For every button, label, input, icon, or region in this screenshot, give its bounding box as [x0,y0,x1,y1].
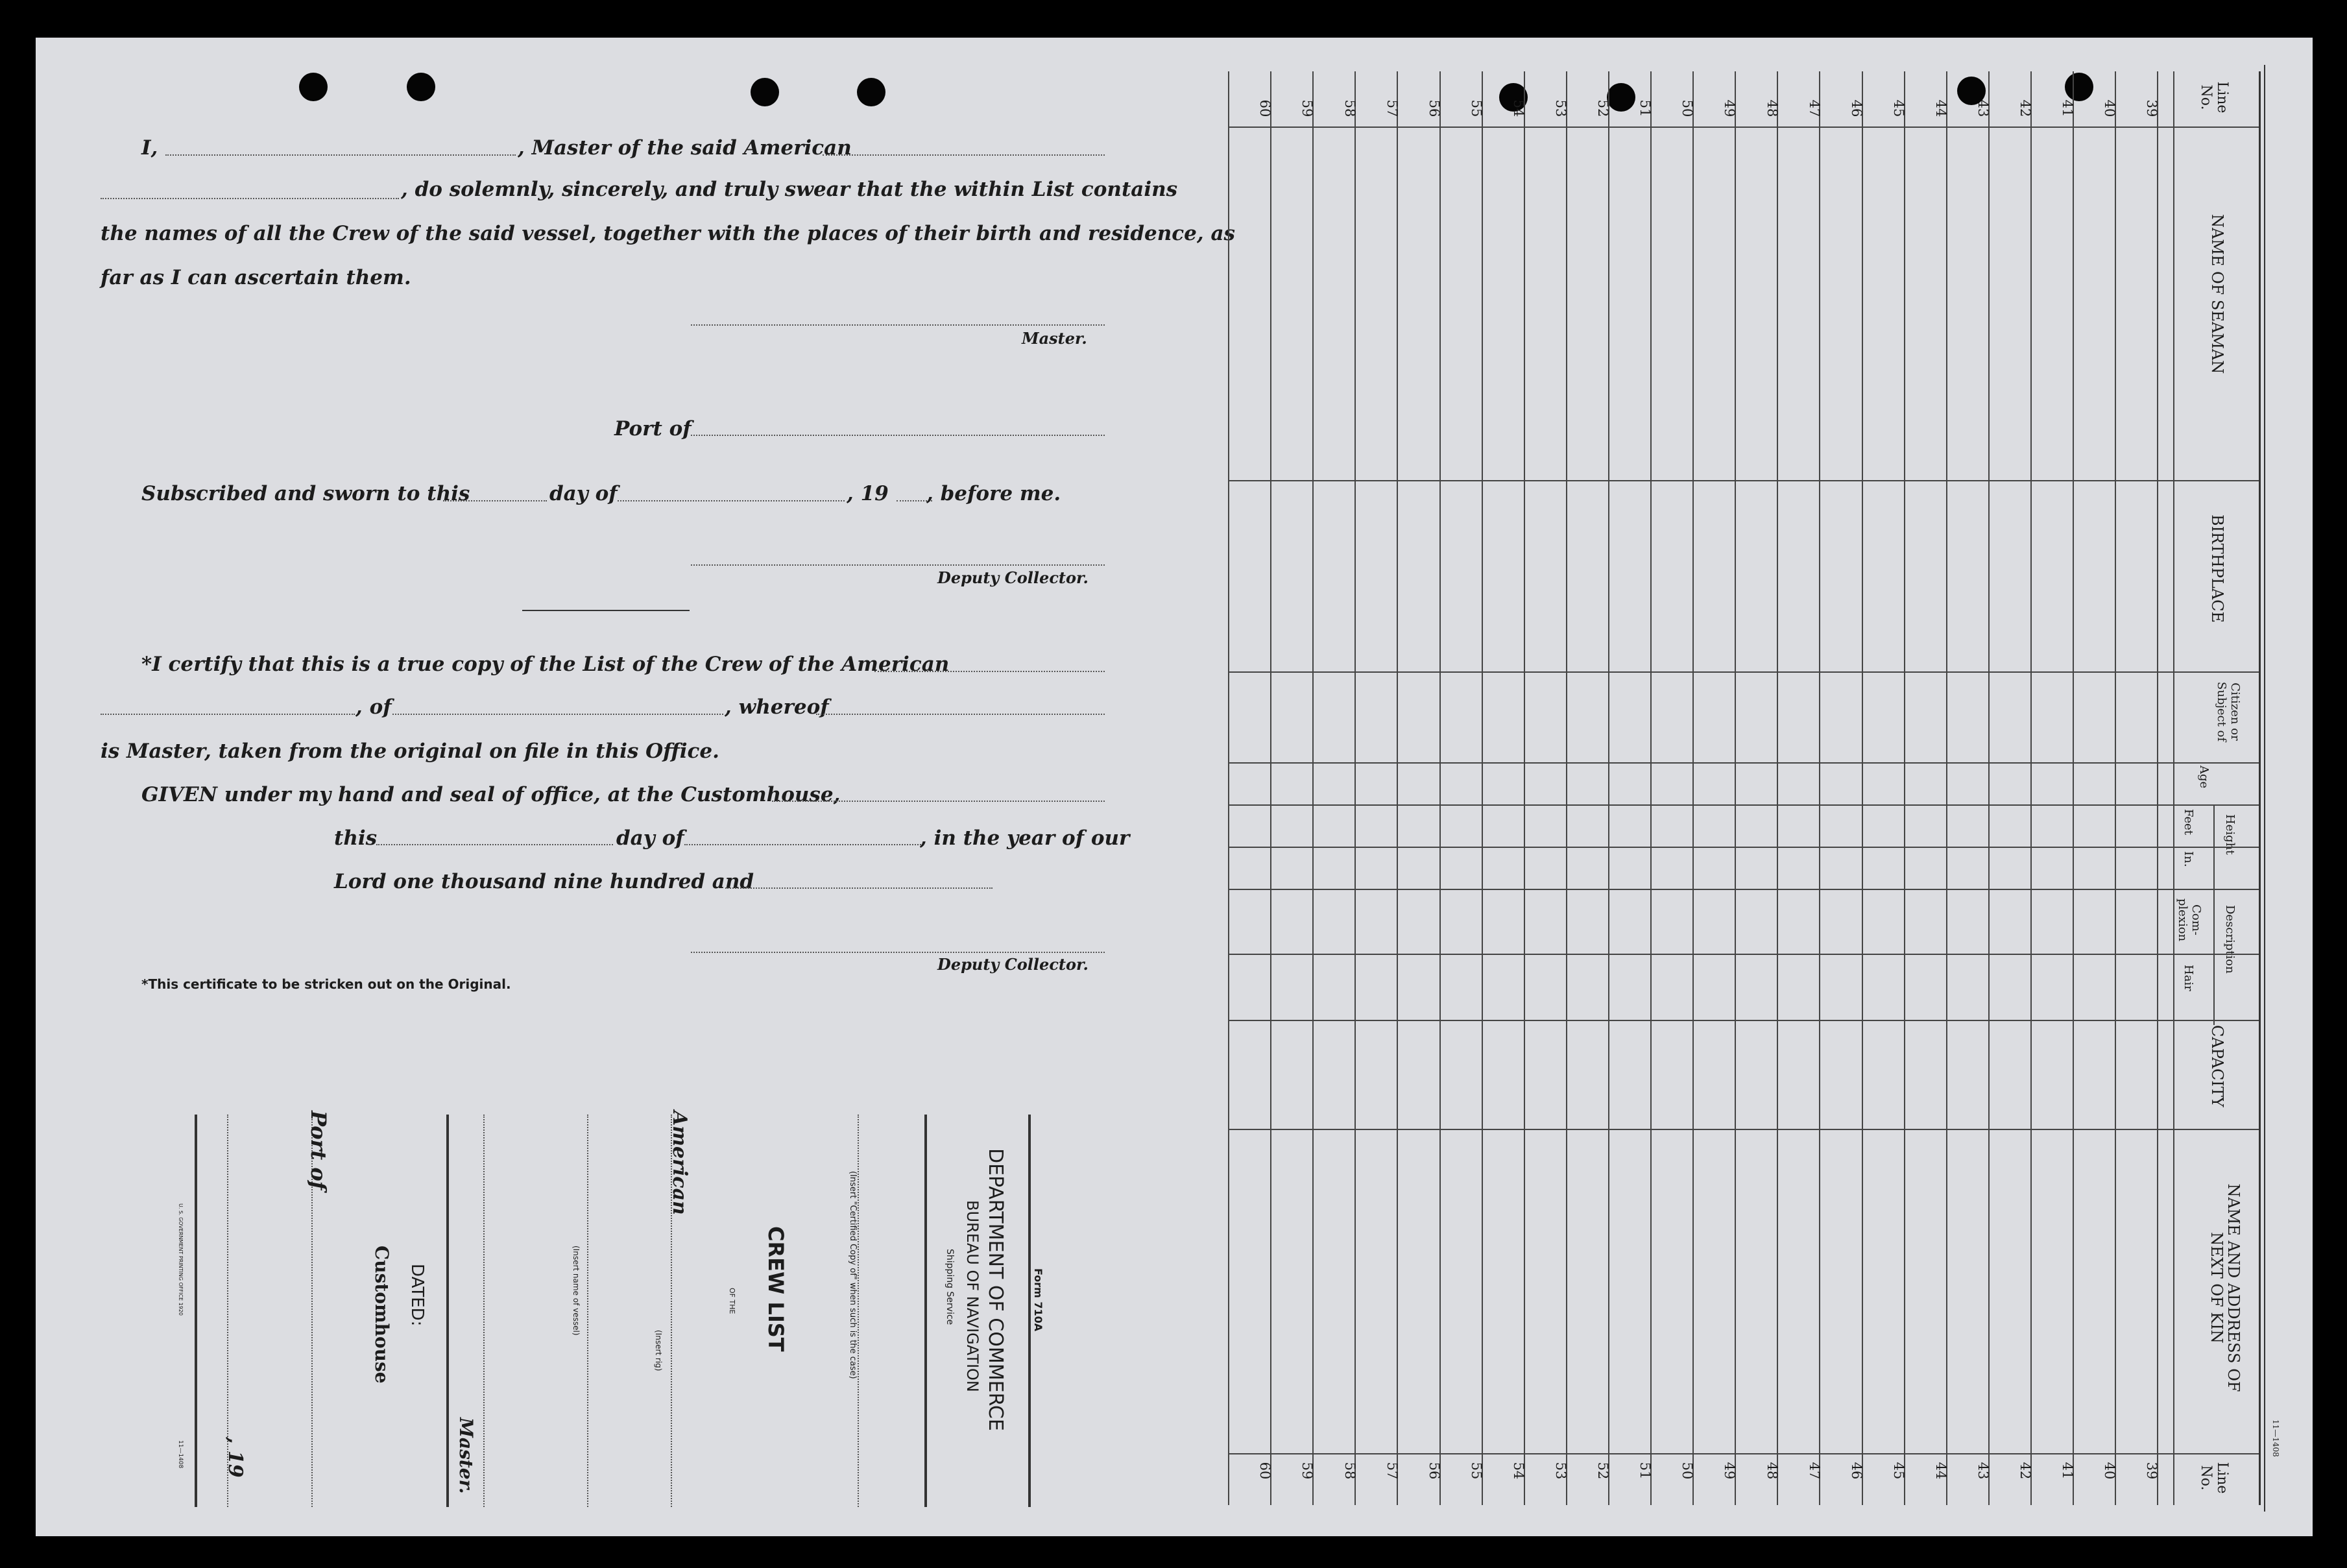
jurat-port-of: Port of [614,417,692,440]
table-row-divider [1777,71,1778,1505]
table-row-divider [1904,71,1905,1505]
line-number: 60 [1257,1462,1273,1480]
table-row-divider [2115,71,2116,1505]
line-number: 45 [1891,1462,1907,1480]
line-number: 48 [1764,1462,1780,1480]
table-column-divider [1228,889,2259,890]
table-row-divider [1608,71,1609,1505]
line-number: 44 [1933,99,1949,117]
table-row-divider [1524,71,1525,1505]
line-number: 40 [2102,99,2117,117]
cover-form-number: Form 710A [1032,1268,1044,1332]
punch-hole [407,73,435,101]
line-number: 46 [1849,1462,1864,1480]
line-number: 52 [1595,99,1611,117]
cover-department: DEPARTMENT OF COMMERCE [984,1148,1007,1431]
table-code: 11—1408 [2271,1419,2280,1457]
line-number: 43 [1975,99,1991,117]
header-hair: Hair [2182,965,2195,991]
header-line-no-top: Line No. [2198,81,2230,114]
line-number: 55 [1469,99,1484,117]
line-number: 41 [2060,99,2075,117]
table-row-divider [1397,71,1398,1505]
certify-day-of: day of [616,826,684,850]
line-number: 46 [1849,99,1864,117]
table-header-divider [2173,71,2174,1505]
line-number: 51 [1637,99,1653,117]
line-number: 47 [1807,1462,1822,1480]
certify-is-master: is Master, taken from the original on file in this Office. [101,740,719,763]
cover-port-of: Port of [306,1111,331,1190]
table-column-divider [1228,1129,2259,1130]
table-column-divider [1228,480,2259,481]
table-column-divider [1228,1020,2259,1021]
cover-american: American [668,1111,691,1215]
line-number: 44 [1933,1462,1949,1480]
jurat-before-me: , before me. [926,482,1061,505]
cover-insert-certified: (Insert "Certified Copy of" when such is the case) [848,1171,858,1379]
header-capacity: CAPACITY [2208,1025,2226,1107]
table-row-divider [1988,71,1990,1505]
certify-line1: *I certify that this is a true copy of the List of the Crew of the American [141,653,950,676]
cover-printer: U. S. GOVERNMENT PRINTING OFFICE 1920 [178,1203,184,1316]
certify-given: GIVEN under my hand and seal of office, at the Customhouse, [141,783,841,806]
oath-crew-names: the names of all the Crew of the said vessel, together with the places of their birth and residence, as [101,222,1236,245]
line-number: 59 [1299,99,1315,117]
line-number: 59 [1299,1462,1315,1480]
cover-year: , 19 [224,1437,247,1478]
table-row-divider [1862,71,1863,1505]
table-row-divider [1439,71,1441,1505]
table-column-divider [1228,954,2259,955]
line-number: 47 [1807,99,1822,117]
table-row-divider [1819,71,1820,1505]
table-column-divider [1228,671,2259,673]
line-number: 51 [1637,1462,1653,1480]
line-number: 53 [1553,1462,1569,1480]
cover-dated: DATED: [407,1264,427,1327]
line-number: 43 [1975,1462,1991,1480]
line-number: 50 [1679,99,1695,117]
table-row-divider [1354,71,1356,1505]
punch-hole [299,73,328,101]
oath-master-of: , Master of the said American [518,136,852,160]
table-row-divider [1692,71,1694,1505]
certify-this: this [334,826,378,850]
header-birthplace: BIRTHPLACE [2208,514,2226,623]
table-row-divider [1946,71,1947,1505]
line-number: 50 [1679,1462,1695,1480]
line-number: 49 [1722,99,1737,117]
cover-crew-list: CREW LIST [764,1226,788,1352]
line-number: 42 [2017,1462,2033,1480]
table-row-divider [1566,71,1567,1505]
table-column-divider [1228,762,2259,764]
punch-hole [857,78,885,106]
table-row-divider [1312,71,1314,1505]
table-subheader-divider [2213,804,2215,1025]
oath-ascertain: far as I can ascertain them. [101,266,411,289]
line-number: 57 [1384,99,1400,117]
table-row-divider [2073,71,2074,1505]
jurat-subscribed: Subscribed and sworn to this [141,482,470,505]
cover-insert-rig: (Insert rig) [654,1330,663,1371]
table-row-divider [1228,71,1229,1505]
master-signature-label: Master. [1022,329,1087,348]
line-number: 39 [2144,1462,2160,1480]
header-feet: Feet [2182,809,2195,836]
oath-i: I, [141,136,158,160]
header-complexion: Com- plexion [2176,898,2203,942]
table-column-divider [1228,127,2259,128]
line-number: 56 [1426,1462,1442,1480]
certify-in-year: , in the year of our [920,826,1130,850]
table-row-divider [1650,71,1652,1505]
line-number: 58 [1342,1462,1358,1480]
table-column-divider [1228,1453,2259,1454]
certify-of: , of [355,695,392,719]
header-age: Age [2197,766,2211,789]
line-number: 45 [1891,99,1907,117]
table-row-divider [2157,71,2158,1505]
line-number: 56 [1426,99,1442,117]
line-number: 40 [2102,1462,2117,1480]
punch-hole [751,78,779,106]
header-citizen: Citizen or Subject of [2215,681,2242,742]
cover-of-the: OF THE [728,1288,736,1314]
line-number: 55 [1469,1462,1484,1480]
jurat-deputy-collector: Deputy Collector. [937,568,1089,587]
cover-service: Shipping Service [945,1249,955,1325]
header-inches: In. [2182,851,2195,867]
line-number: 58 [1342,99,1358,117]
header-name-of-seaman: NAME OF SEAMAN [2208,214,2226,374]
line-number: 53 [1553,99,1569,117]
table-row-divider [1482,71,1483,1505]
header-description: Description [2223,905,2237,974]
line-number: 41 [2060,1462,2075,1480]
header-next-of-kin: NAME AND ADDRESS OF NEXT OF KIN [2208,1183,2243,1392]
table-row-divider [1735,71,1736,1505]
certify-deputy-collector: Deputy Collector. [937,955,1089,974]
certificate-footnote: *This certificate to be stricken out on the Original. [141,976,511,992]
cover-bureau: BUREAU OF NAVIGATION [963,1200,981,1392]
table-right-border [2264,65,2265,1512]
cover-code: 11—1408 [177,1440,184,1469]
cover-master: Master. [455,1417,477,1494]
certify-lord: Lord one thousand nine hundred and [334,870,754,893]
jurat-year: , 19 [847,482,889,505]
cover-customhouse: Customhouse [371,1246,392,1384]
header-height: Height [2223,814,2237,855]
table-column-divider [1228,804,2259,806]
line-number: 57 [1384,1462,1400,1480]
line-number: 54 [1511,99,1526,117]
line-number: 39 [2144,99,2160,117]
table-column-divider [1228,847,2259,848]
line-number: 52 [1595,1462,1611,1480]
table-row-divider [2030,71,2032,1505]
line-number: 42 [2017,99,2033,117]
header-line-no-bottom: Line No. [2198,1462,2230,1494]
cover-insert-name: (Insert name of vessel) [572,1246,581,1336]
line-number: 60 [1257,99,1273,117]
table-right-border [2259,71,2261,1505]
punch-hole [1607,83,1635,112]
certify-whereof: , whereof [725,695,829,719]
table-row-divider [1270,71,1271,1505]
line-number: 54 [1511,1462,1526,1480]
jurat-day-of: day of [549,482,618,505]
line-number: 49 [1722,1462,1737,1480]
oath-swear: , do solemnly, sincerely, and truly swear that the within List contains [401,178,1178,201]
line-number: 48 [1764,99,1780,117]
